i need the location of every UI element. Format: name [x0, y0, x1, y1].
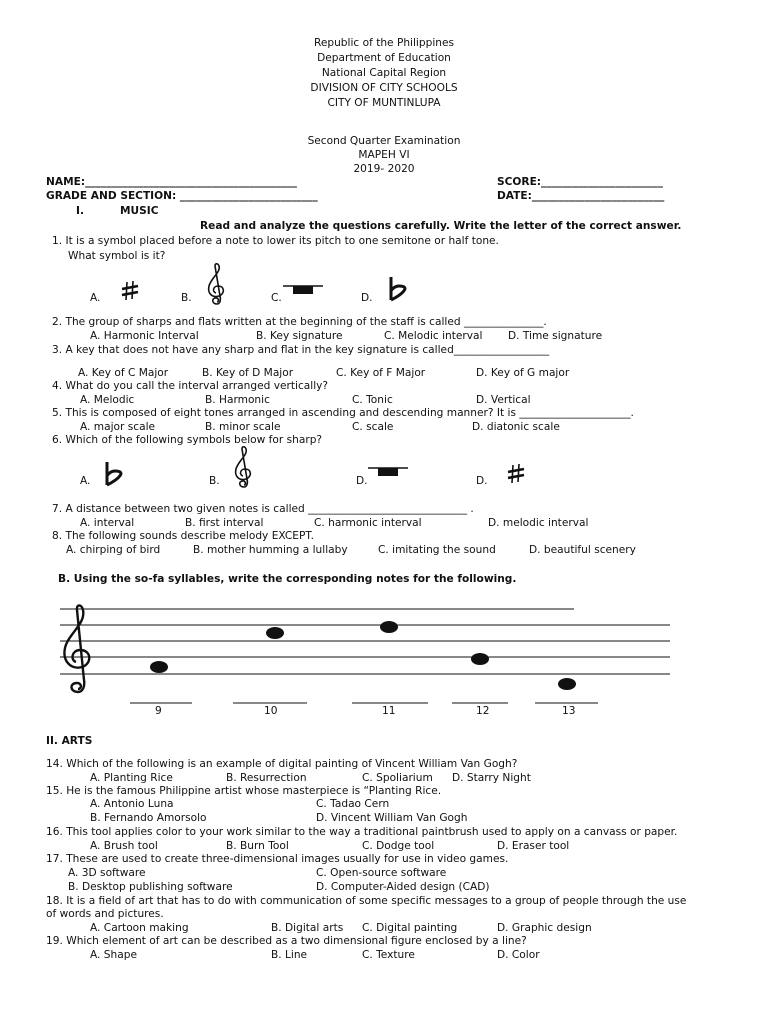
- q18-option-b: B. Digital arts: [271, 922, 344, 934]
- q16-option-a: A. Brush tool: [90, 840, 158, 852]
- note-head: [556, 676, 578, 692]
- q7-option-a: A. interval: [80, 517, 135, 529]
- q2-option-b: B. Key signature: [256, 330, 343, 342]
- q6-label-b: B.: [209, 475, 220, 487]
- question-4: 4. What do you call the interval arranged vertically?: [52, 380, 329, 392]
- section-number: I.: [76, 205, 84, 217]
- grade-section-field[interactable]: GRADE AND SECTION: __________________________: [46, 190, 318, 202]
- q17-option-a: A. 3D software: [68, 867, 146, 879]
- q3-option-d: D. Key of G major: [476, 367, 570, 379]
- q7-option-b: B. first interval: [185, 517, 264, 529]
- q5-option-d: D. diatonic scale: [472, 421, 560, 433]
- date-field[interactable]: DATE:_________________________: [497, 190, 665, 202]
- flat-icon: [385, 276, 411, 302]
- q18-option-d: D. Graphic design: [497, 922, 592, 934]
- q6-label-c: D.: [356, 475, 368, 487]
- q4-option-b: B. Harmonic: [205, 394, 270, 406]
- exam-title: Second Quarter Examination: [307, 135, 461, 147]
- q15-option-c: C. Tadao Cern: [316, 798, 390, 810]
- q16-option-b: B. Burn Tool: [226, 840, 289, 852]
- q5-option-c: C. scale: [352, 421, 394, 433]
- q8-option-b: B. mother humming a lullaby: [193, 544, 348, 556]
- q19-option-c: C. Texture: [362, 949, 415, 961]
- note-head: [469, 651, 491, 667]
- question-14: 14. Which of the following is an example of digital painting of Vincent William Van Gogh?: [46, 758, 518, 770]
- q2-option-a: A. Harmonic Interval: [90, 330, 199, 342]
- question-8: 8. The following sounds describe melody EXCEPT.: [52, 530, 314, 542]
- question-15: 15. He is the famous Philippine artist whose masterpiece is “Planting Rice.: [46, 785, 442, 797]
- instructions: Read and analyze the questions carefully. Write the letter of the correct answer.: [200, 220, 682, 232]
- q19-option-a: A. Shape: [90, 949, 137, 961]
- q14-option-d: D. Starry Night: [452, 772, 531, 784]
- blank-label-10: 10: [264, 705, 278, 717]
- blank-label-11: 11: [382, 705, 396, 717]
- exam-year: 2019- 2020: [353, 163, 415, 175]
- q3-option-b: B. Key of D Major: [202, 367, 294, 379]
- q16-option-c: C. Dodge tool: [362, 840, 435, 852]
- whole-rest-icon: [283, 284, 323, 300]
- section-title-music: MUSIC: [120, 205, 159, 217]
- q14-option-c: C. Spoliarium: [362, 772, 433, 784]
- q18-option-a: A. Cartoon making: [90, 922, 189, 934]
- q4-option-d: D. Vertical: [476, 394, 531, 406]
- q8-option-a: A. chirping of bird: [66, 544, 161, 556]
- sharp-icon: [120, 280, 140, 302]
- q15-option-d: D. Vincent William Van Gogh: [316, 812, 468, 824]
- question-1: 1. It is a symbol placed before a note to lower its pitch to one semitone or half tone.: [52, 235, 499, 247]
- question-6: 6. Which of the following symbols below for sharp?: [52, 434, 323, 446]
- question-1-prompt: What symbol is it?: [68, 250, 166, 262]
- name-field[interactable]: NAME:________________________________________: [46, 176, 297, 188]
- note-head: [264, 625, 286, 641]
- question-18: 18. It is a field of art that has to do with communication of some specific messages to a group of people through the use: [46, 895, 687, 907]
- blank-label-13: 13: [562, 705, 576, 717]
- question-3: 3. A key that does not have any sharp and flat in the key signature is called__________________: [52, 344, 550, 356]
- q5-option-a: A. major scale: [80, 421, 156, 433]
- treble-clef-icon: [64, 606, 89, 693]
- q19-option-d: D. Color: [497, 949, 540, 961]
- q1-label-a: A.: [90, 292, 101, 304]
- question-19: 19. Which element of art can be described as a two dimensional figure enclosed by a line?: [46, 935, 527, 947]
- note-head: [148, 659, 170, 675]
- q8-option-d: D. beautiful scenery: [529, 544, 636, 556]
- q19-option-b: B. Line: [271, 949, 308, 961]
- whole-rest-icon: [368, 466, 408, 482]
- music-staff: [56, 600, 676, 700]
- q5-option-b: B. minor scale: [205, 421, 281, 433]
- q16-option-d: D. Eraser tool: [497, 840, 570, 852]
- score-field[interactable]: SCORE:_______________________: [497, 176, 663, 188]
- q7-option-c: C. harmonic interval: [314, 517, 422, 529]
- question-5: 5. This is composed of eight tones arranged in ascending and descending manner? It is _____________________.: [52, 407, 634, 419]
- q4-option-c: C. Tonic: [352, 394, 393, 406]
- q6-label-a: A.: [80, 475, 91, 487]
- question-2: 2. The group of sharps and flats written at the beginning of the staff is called _______________.: [52, 316, 547, 328]
- header-city: CITY OF MUNTINLUPA: [327, 97, 441, 109]
- blank-label-9: 9: [155, 705, 162, 717]
- note-head: [378, 619, 400, 635]
- question-18-cont: of words and pictures.: [46, 908, 164, 920]
- q17-option-c: C. Open-source software: [316, 867, 447, 879]
- question-7: 7. A distance between two given notes is called ______________________________ .: [52, 503, 474, 515]
- part-b-instructions: B. Using the so-fa syllables, write the corresponding notes for the following.: [58, 573, 517, 585]
- q7-option-d: D. melodic interval: [488, 517, 589, 529]
- header-division: DIVISION OF CITY SCHOOLS: [310, 82, 458, 94]
- blank-label-12: 12: [476, 705, 490, 717]
- q3-option-a: A. Key of C Major: [78, 367, 169, 379]
- header-region: National Capital Region: [321, 67, 447, 79]
- header-republic: Republic of the Philippines: [313, 37, 455, 49]
- question-17: 17. These are used to create three-dimensional images usually for use in video games.: [46, 853, 509, 865]
- q15-option-a: A. Antonio Luna: [90, 798, 174, 810]
- q18-option-c: C. Digital painting: [362, 922, 458, 934]
- header-department: Department of Education: [317, 52, 451, 64]
- q15-option-b: B. Fernando Amorsolo: [90, 812, 207, 824]
- q1-label-b: B.: [181, 292, 192, 304]
- q17-option-d: D. Computer-Aided design (CAD): [316, 881, 490, 893]
- q2-option-c: C. Melodic interval: [384, 330, 483, 342]
- exam-subject: MAPEH VI: [358, 149, 410, 161]
- q3-option-c: C. Key of F Major: [336, 367, 426, 379]
- q17-option-b: B. Desktop publishing software: [68, 881, 233, 893]
- question-16: 16. This tool applies color to your work similar to the way a traditional paintbrush used to apply on a canvass or paper.: [46, 826, 678, 838]
- q6-label-d: D.: [476, 475, 488, 487]
- section-title-arts: II. ARTS: [46, 735, 93, 747]
- q14-option-a: A. Planting Rice: [90, 772, 173, 784]
- flat-icon: [101, 461, 127, 487]
- sharp-icon: [506, 463, 526, 485]
- q1-label-c: C.: [271, 292, 282, 304]
- q1-label-d: D.: [361, 292, 373, 304]
- treble-clef-icon: [230, 445, 256, 489]
- q4-option-a: A. Melodic: [80, 394, 135, 406]
- q2-option-d: D. Time signature: [508, 330, 603, 342]
- q8-option-c: C. imitating the sound: [378, 544, 496, 556]
- treble-clef-icon: [203, 262, 229, 306]
- q14-option-b: B. Resurrection: [226, 772, 307, 784]
